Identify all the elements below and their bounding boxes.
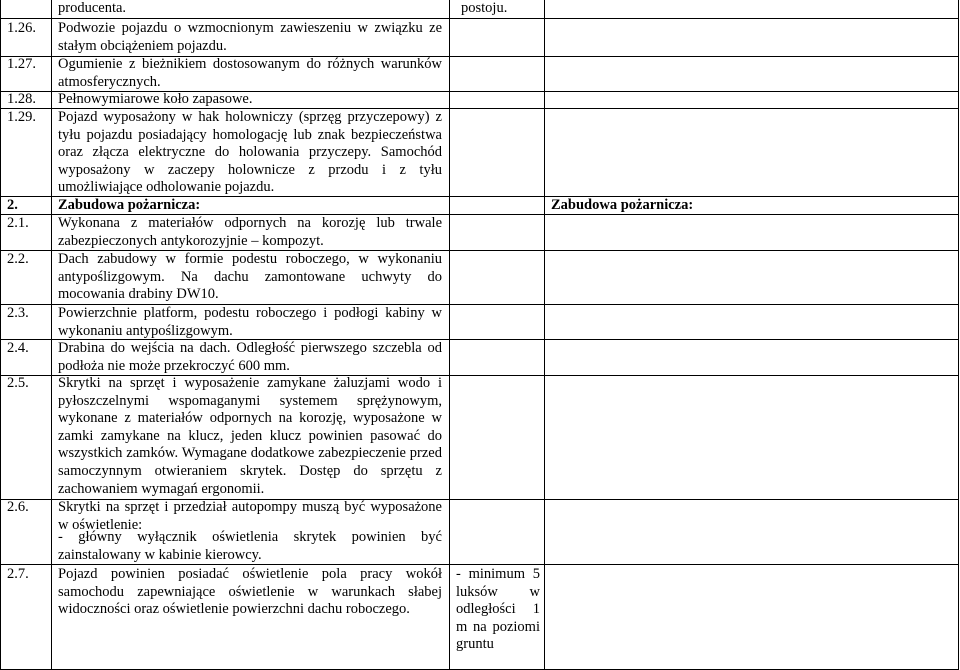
section-title: Zabudowa pożarnicza: bbox=[58, 197, 201, 213]
requirement-note: postoju. bbox=[461, 0, 508, 16]
grid-line bbox=[51, 0, 52, 670]
section-title-right: Zabudowa pożarnicza: bbox=[551, 197, 694, 213]
row-text: Ogumienie z bieżnikiem dostosowanym do różnych warunków atmosferycznych. bbox=[58, 56, 442, 90]
row-number: 2.3. bbox=[7, 305, 29, 321]
row-number: 2.6. bbox=[7, 499, 29, 515]
row-number: 1.28. bbox=[7, 91, 36, 107]
row-text: Pojazd powinien posiadać oświetlenie pola pracy wokół samochodu zapewniające oświetlenie w warunkach słabej widoczności oraz oświetlenie powierzchni dachu roboczego. bbox=[58, 566, 442, 618]
section-number: 2. bbox=[7, 197, 18, 213]
row-text: Podwozie pojazdu o wzmocnionym zawieszeniu w związku ze stałym obciążeniem pojazdu. bbox=[58, 20, 442, 54]
grid-line bbox=[958, 0, 959, 670]
row-text: Skrytki na sprzęt i wyposażenie zamykane żaluzjami wodo i pyłoszczelnymi wspomaganymi systemem sprężynowym, wykonane z materiałów odpornych na korozję, wyposażone w zamki zamykane na klucz, jeden klucz powinien pasować do wszystkich zamków. Wymagane dodatkowe zabezpieczenie przed samoczynnym otwieraniem skrytek. Dostęp do sprzętu z zachowaniem wymagań ergonomii. bbox=[58, 375, 442, 497]
row-text: Pojazd wyposażony w hak holowniczy (sprzęg przyczepowy) z tyłu pojazdu posiadający homologację lub znak bezpieczeństwa oraz złącza elektryczne do holowania przyczepy. Samochód wyposażony w zaczepy holownicze z przodu i z tyłu umożliwiające odholowanie pojazdu. bbox=[58, 109, 442, 196]
row-text: Dach zabudowy w formie podestu roboczego, w wykonaniu antypoślizgowym. Na dachu zamontowane uchwyty do mocowania drabiny DW10. bbox=[58, 251, 442, 303]
row-text: Wykonana z materiałów odpornych na korozję lub trwale zabezpieczonych antykorozyjnie – kompozyt. bbox=[58, 215, 442, 249]
row-number: 2.7. bbox=[7, 566, 29, 582]
row-number: 2.5. bbox=[7, 375, 29, 391]
row-number: 1.29. bbox=[7, 109, 36, 125]
row-text: Drabina do wejścia na dach. Odległość pierwszego szczebla od podłoża nie może przekroczyć 600 mm. bbox=[58, 340, 442, 374]
grid-line bbox=[544, 0, 545, 670]
grid-line bbox=[0, 0, 1, 670]
row-number: 1.26. bbox=[7, 20, 36, 36]
row-subitem: - główny wyłącznik oświetlenia skrytek powinien być zainstalowany w kabinie kierowcy. bbox=[58, 529, 442, 563]
row-number: 1.27. bbox=[7, 56, 36, 72]
row-number: 2.4. bbox=[7, 340, 29, 356]
row-number: 2.2. bbox=[7, 251, 29, 267]
row-divider bbox=[0, 18, 959, 19]
row-text: producenta. bbox=[58, 0, 127, 16]
row-text: Skrytki na sprzęt i przedział autopompy muszą być wyposażone w oświetlenie: bbox=[58, 499, 442, 533]
row-text: Pełnowymiarowe koło zapasowe. bbox=[58, 91, 253, 107]
grid-line bbox=[449, 0, 450, 670]
requirement-note: - minimum 5 luksów w odległości 1 m na poziomi gruntu bbox=[456, 566, 540, 653]
row-text: Powierzchnie platform, podestu roboczego i podłogi kabiny w wykonaniu antypoślizgowym. bbox=[58, 305, 442, 339]
row-number: 2.1. bbox=[7, 215, 29, 231]
